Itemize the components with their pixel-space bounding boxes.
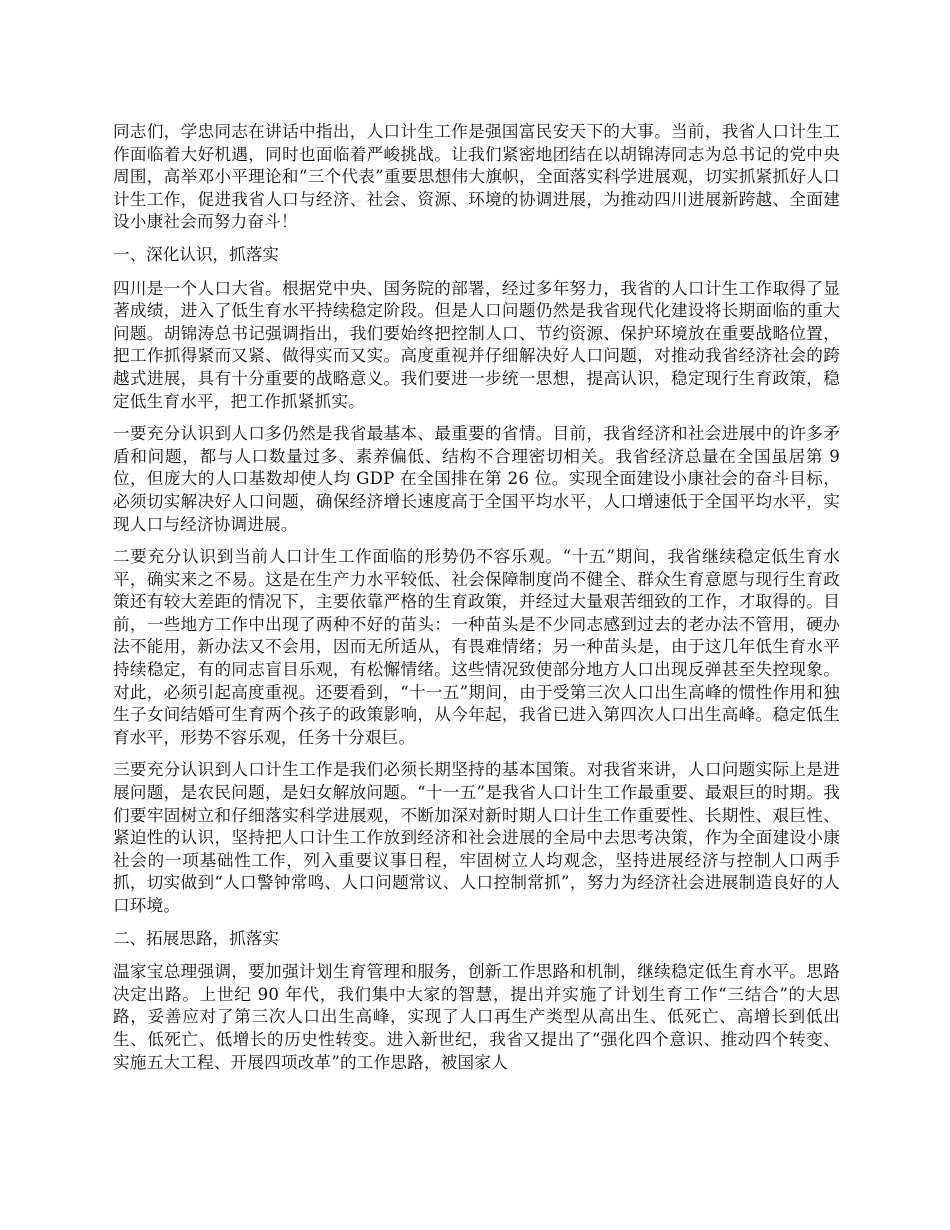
paragraph-intro: 同志们，学忠同志在讲话中指出，人口计生工作是强国富民安天下的大事。当前，我省人口计生工作面临着大好机遇，同时也面临着严峻挑战。让我们紧密地团结在以胡锦涛同志为总书记的党中央周围，高举邓小平理论和“三个代表”重要思想伟大旗帜，全面落实科学进展观，切实抓紧抓好人口计生工作，促进我省人口与经济、社会、资源、环境的协调进展，为推动四川进展新跨越、全面建设小康社会而努力奋斗！ <box>113 122 840 232</box>
document-body <box>113 121 840 1084</box>
section-heading-2: 二、拓展思路，抓落实 <box>113 928 279 948</box>
paragraph-point-three: 三要充分认识到人口计生工作是我们必须长期坚持的基本国策。对我省来讲，人口问题实际上是进展问题，是农民问题，是妇女解放问题。“十一五”是我省人口计生工作最重要、最艰巨的时期。我们要牢固树立和仔细落实科学进展观，不断加深对新时期人口计生工作重要性、长期性、艰巨性、紧迫性的认识，坚持把人口计生工作放到经济和社会进展的全局中去思考决策，作为全面建设小康社会的一项基础性工作，列入重要议事日程，牢固树立人均观念，坚持进展经济与控制人口两手抓，切实做到“人口警钟常鸣、人口问题常议、人口控制常抓”，努力为经济社会进展制造良好的人口环境。 <box>113 760 840 915</box>
paragraph-point-one: 一要充分认识到人口多仍然是我省最基本、最重要的省情。目前，我省经济和社会进展中的许多矛盾和问题，都与人口数量过多、素养偏低、结构不合理密切相关。我省经济总量在全国虽居第 9 位，但庞大的人口基数却使人均 GDP 在全国排在第 26 位。实现全面建设小康社会的奋斗目标，必须切实解决好人口问题，确保经济增长速度高于全国平均水平，人口增速低于全国平均水平，实现人口与经济协调进展。 <box>113 424 840 534</box>
paragraph-sichuan-population: 四川是一个人口大省。根据党中央、国务院的部署，经过多年努力，我省的人口计生工作取得了显著成绩，进入了低生育水平持续稳定阶段。但是人口问题仍然是我省现代化建设将长期面临的重大问题。胡锦涛总书记强调指出，我们要始终把控制人口、节约资源、保护环境放在重要战略位置，把工作抓得紧而又紧、做得实而又实。高度重视并仔细解决好人口问题，对推动我省经济社会的跨越式进展，具有十分重要的战略意义。我们要进一步统一思想，提高认识，稳定现行生育政策，稳定低生育水平，把工作抓紧抓实。 <box>113 278 840 411</box>
paragraph-point-two: 二要充分认识到当前人口计生工作面临的形势仍不容乐观。“十五”期间，我省继续稳定低生育水平，确实来之不易。这是在生产力水平较低、社会保障制度尚不健全、群众生育意愿与现行生育政策还有较大差距的情况下，主要依靠严格的生育政策，并经过大量艰苦细致的工作，才取得的。目前，一些地方工作中出现了两种不好的苗头：一种苗头是不少同志感到过去的老办法不管用，硬办法不能用，新办法又不会用，因而无所适从，有畏难情绪；另一种苗头是，由于这几年低生育水平持续稳定，有的同志盲目乐观，有松懈情绪。这些情况致使部分地方人口出现反弹甚至失控现象。对此，必须引起高度重视。还要看到，“十一五”期间，由于受第三次人口出生高峰的惯性作用和独生子女间结婚可生育两个孩子的政策影响，从今年起，我省已进入第四次人口出生高峰。稳定低生育水平，形势不容乐观，任务十分艰巨。 <box>113 547 840 747</box>
paragraph-new-thinking: 温家宝总理强调，要加强计划生育管理和服务，创新工作思路和机制，继续稳定低生育水平。思路决定出路。上世纪 90 年代，我们集中大家的智慧，提出并实施了计划生育工作“三结合”的大思路，妥善应对了第三次人口出生高峰，实现了人口再生产类型从高出生、低死亡、高增长到低出生、低死亡、低增长的历史性转变。进入新世纪，我省又提出了“强化四个意识、推动四个转变、实施五大工程、开展四项改革”的工作思路，被国家人 <box>113 962 840 1072</box>
section-heading-1: 一、深化认识，抓落实 <box>113 244 279 264</box>
